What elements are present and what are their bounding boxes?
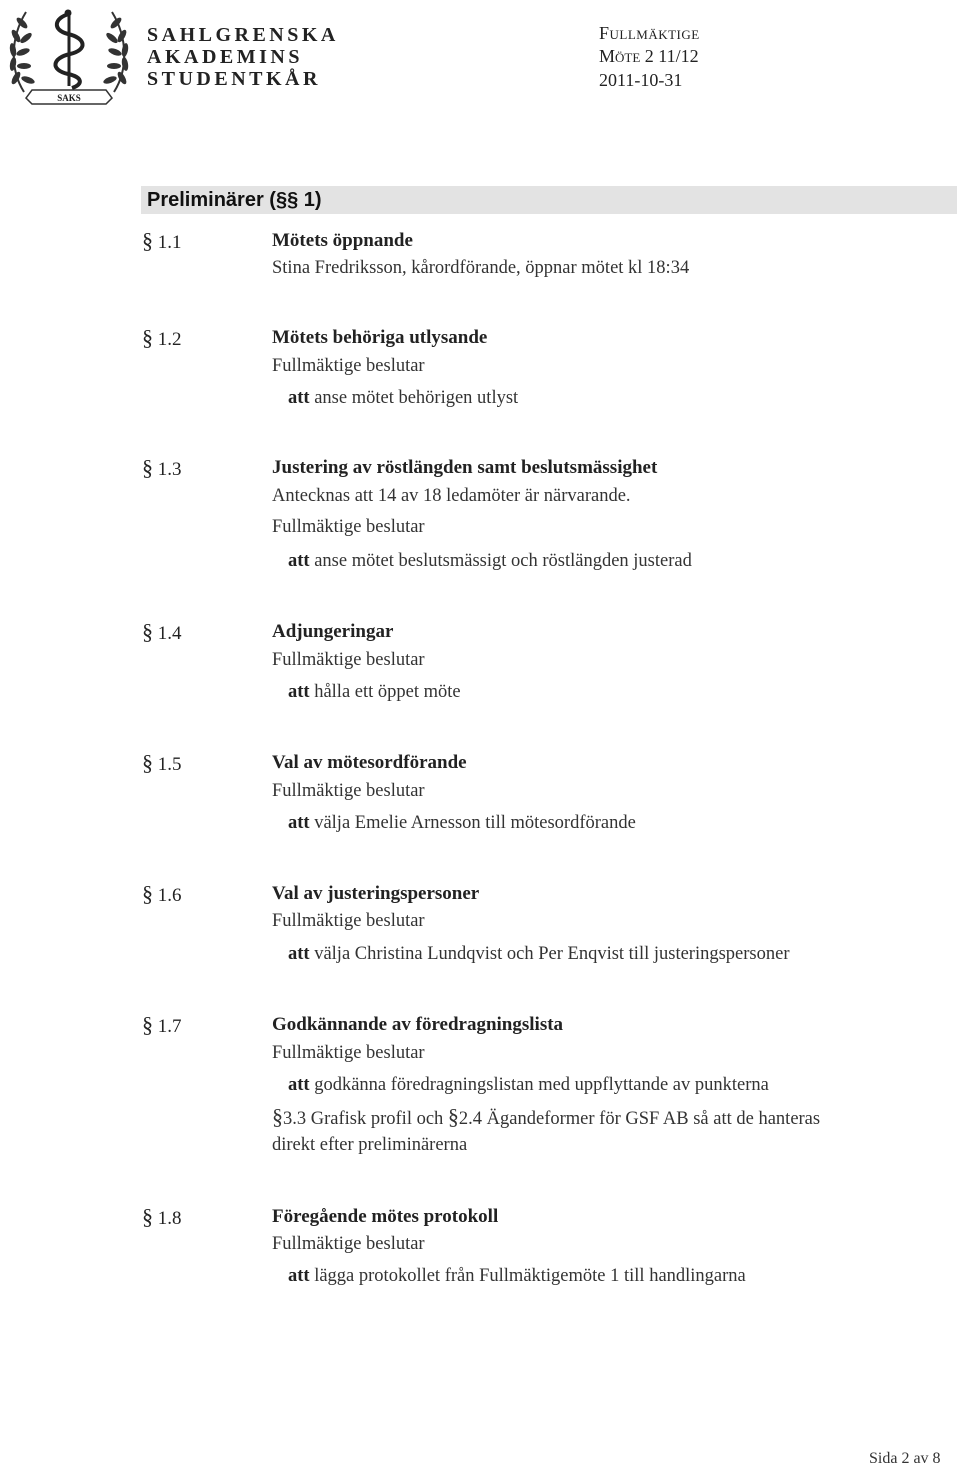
document-title: Fullmäktige xyxy=(599,23,700,43)
decision-intro: Fullmäktige beslutar xyxy=(272,911,425,931)
item-title: Mötets behöriga utlysande xyxy=(272,327,488,348)
item-number: § 1.5 xyxy=(142,750,182,775)
meeting-date: 2011-10-31 xyxy=(599,70,683,90)
page-number: Sida 2 av 8 xyxy=(869,1450,941,1467)
decision-intro: Fullmäktige beslutar xyxy=(272,517,425,537)
decision-text-continued: direkt efter preliminärerna xyxy=(272,1135,468,1155)
decision-intro: Fullmäktige beslutar xyxy=(272,781,425,801)
paragraph-symbol: § xyxy=(142,455,153,480)
item-text: Stina Fredriksson, kårordförande, öppnar mötet kl 18:34 xyxy=(272,258,690,278)
decision-intro: Fullmäktige beslutar xyxy=(272,1043,425,1063)
item-title: Mötets öppnande xyxy=(272,230,413,251)
item-number: § 1.7 xyxy=(142,1012,182,1037)
paragraph-symbol: § xyxy=(447,1104,459,1129)
item-title: Godkännande av föredragningslista xyxy=(272,1014,564,1035)
decision-text: att välja Christina Lundqvist och Per Enqvist till justeringspersoner xyxy=(288,944,790,964)
student-union-logo xyxy=(2,0,138,112)
item-title: Föregående mötes protokoll xyxy=(272,1206,499,1227)
paragraph-symbol: § xyxy=(142,228,153,253)
decision-text: att godkänna föredragningslistan med uppflyttande av punkterna xyxy=(288,1075,769,1095)
item-number: § 1.8 xyxy=(142,1204,182,1229)
paragraph-symbol: § xyxy=(142,1012,153,1037)
paragraph-symbol: § xyxy=(142,750,153,775)
svg-text:SAKS: SAKS xyxy=(57,93,81,103)
decision-text: att hålla ett öppet möte xyxy=(288,682,461,702)
decision-text: att anse mötet behörigen utlyst xyxy=(288,388,519,408)
paragraph-symbol: § xyxy=(142,619,153,644)
decision-intro: Fullmäktige beslutar xyxy=(272,650,425,670)
paragraph-symbol: § xyxy=(142,325,153,350)
decision-text: att välja Emelie Arnesson till mötesordförande xyxy=(288,813,636,833)
decision-text: att anse mötet beslutsmässigt och röstlängden justerad xyxy=(288,551,692,571)
section-heading: Preliminärer (§§ 1) xyxy=(141,186,957,214)
org-name-line-3: STUDENTKÅR xyxy=(147,68,321,90)
item-title: Val av mötesordförande xyxy=(272,752,467,773)
paragraph-symbol: § xyxy=(142,881,153,906)
item-number: § 1.1 xyxy=(142,228,182,253)
paragraph-symbol: § xyxy=(142,1204,153,1229)
item-title: Val av justeringspersoner xyxy=(272,883,480,904)
org-name-line-1: SAHLGRENSKA xyxy=(147,24,339,46)
item-number: § 1.4 xyxy=(142,619,182,644)
item-number: § 1.3 xyxy=(142,455,182,480)
decision-intro: Fullmäktige beslutar xyxy=(272,1234,425,1254)
org-name-line-2: AKADEMINS xyxy=(147,46,303,68)
item-title: Adjungeringar xyxy=(272,621,394,642)
decision-intro: Fullmäktige beslutar xyxy=(272,356,425,376)
item-note: Antecknas att 14 av 18 ledamöter är närvarande. xyxy=(272,486,631,506)
paragraph-symbol: § xyxy=(272,1104,283,1129)
decision-text: att lägga protokollet från Fullmäktigemöte 1 till handlingarna xyxy=(288,1266,746,1286)
meeting-number: Möte 2 11/12 xyxy=(599,46,699,66)
item-number: § 1.6 xyxy=(142,881,182,906)
decision-text-continued: §3.3 Grafisk profil och §2.4 Ägandeformer för GSF AB så att de hanteras xyxy=(272,1104,821,1129)
item-number: § 1.2 xyxy=(142,325,182,350)
item-title: Justering av röstlängden samt beslutsmässighet xyxy=(272,457,658,478)
